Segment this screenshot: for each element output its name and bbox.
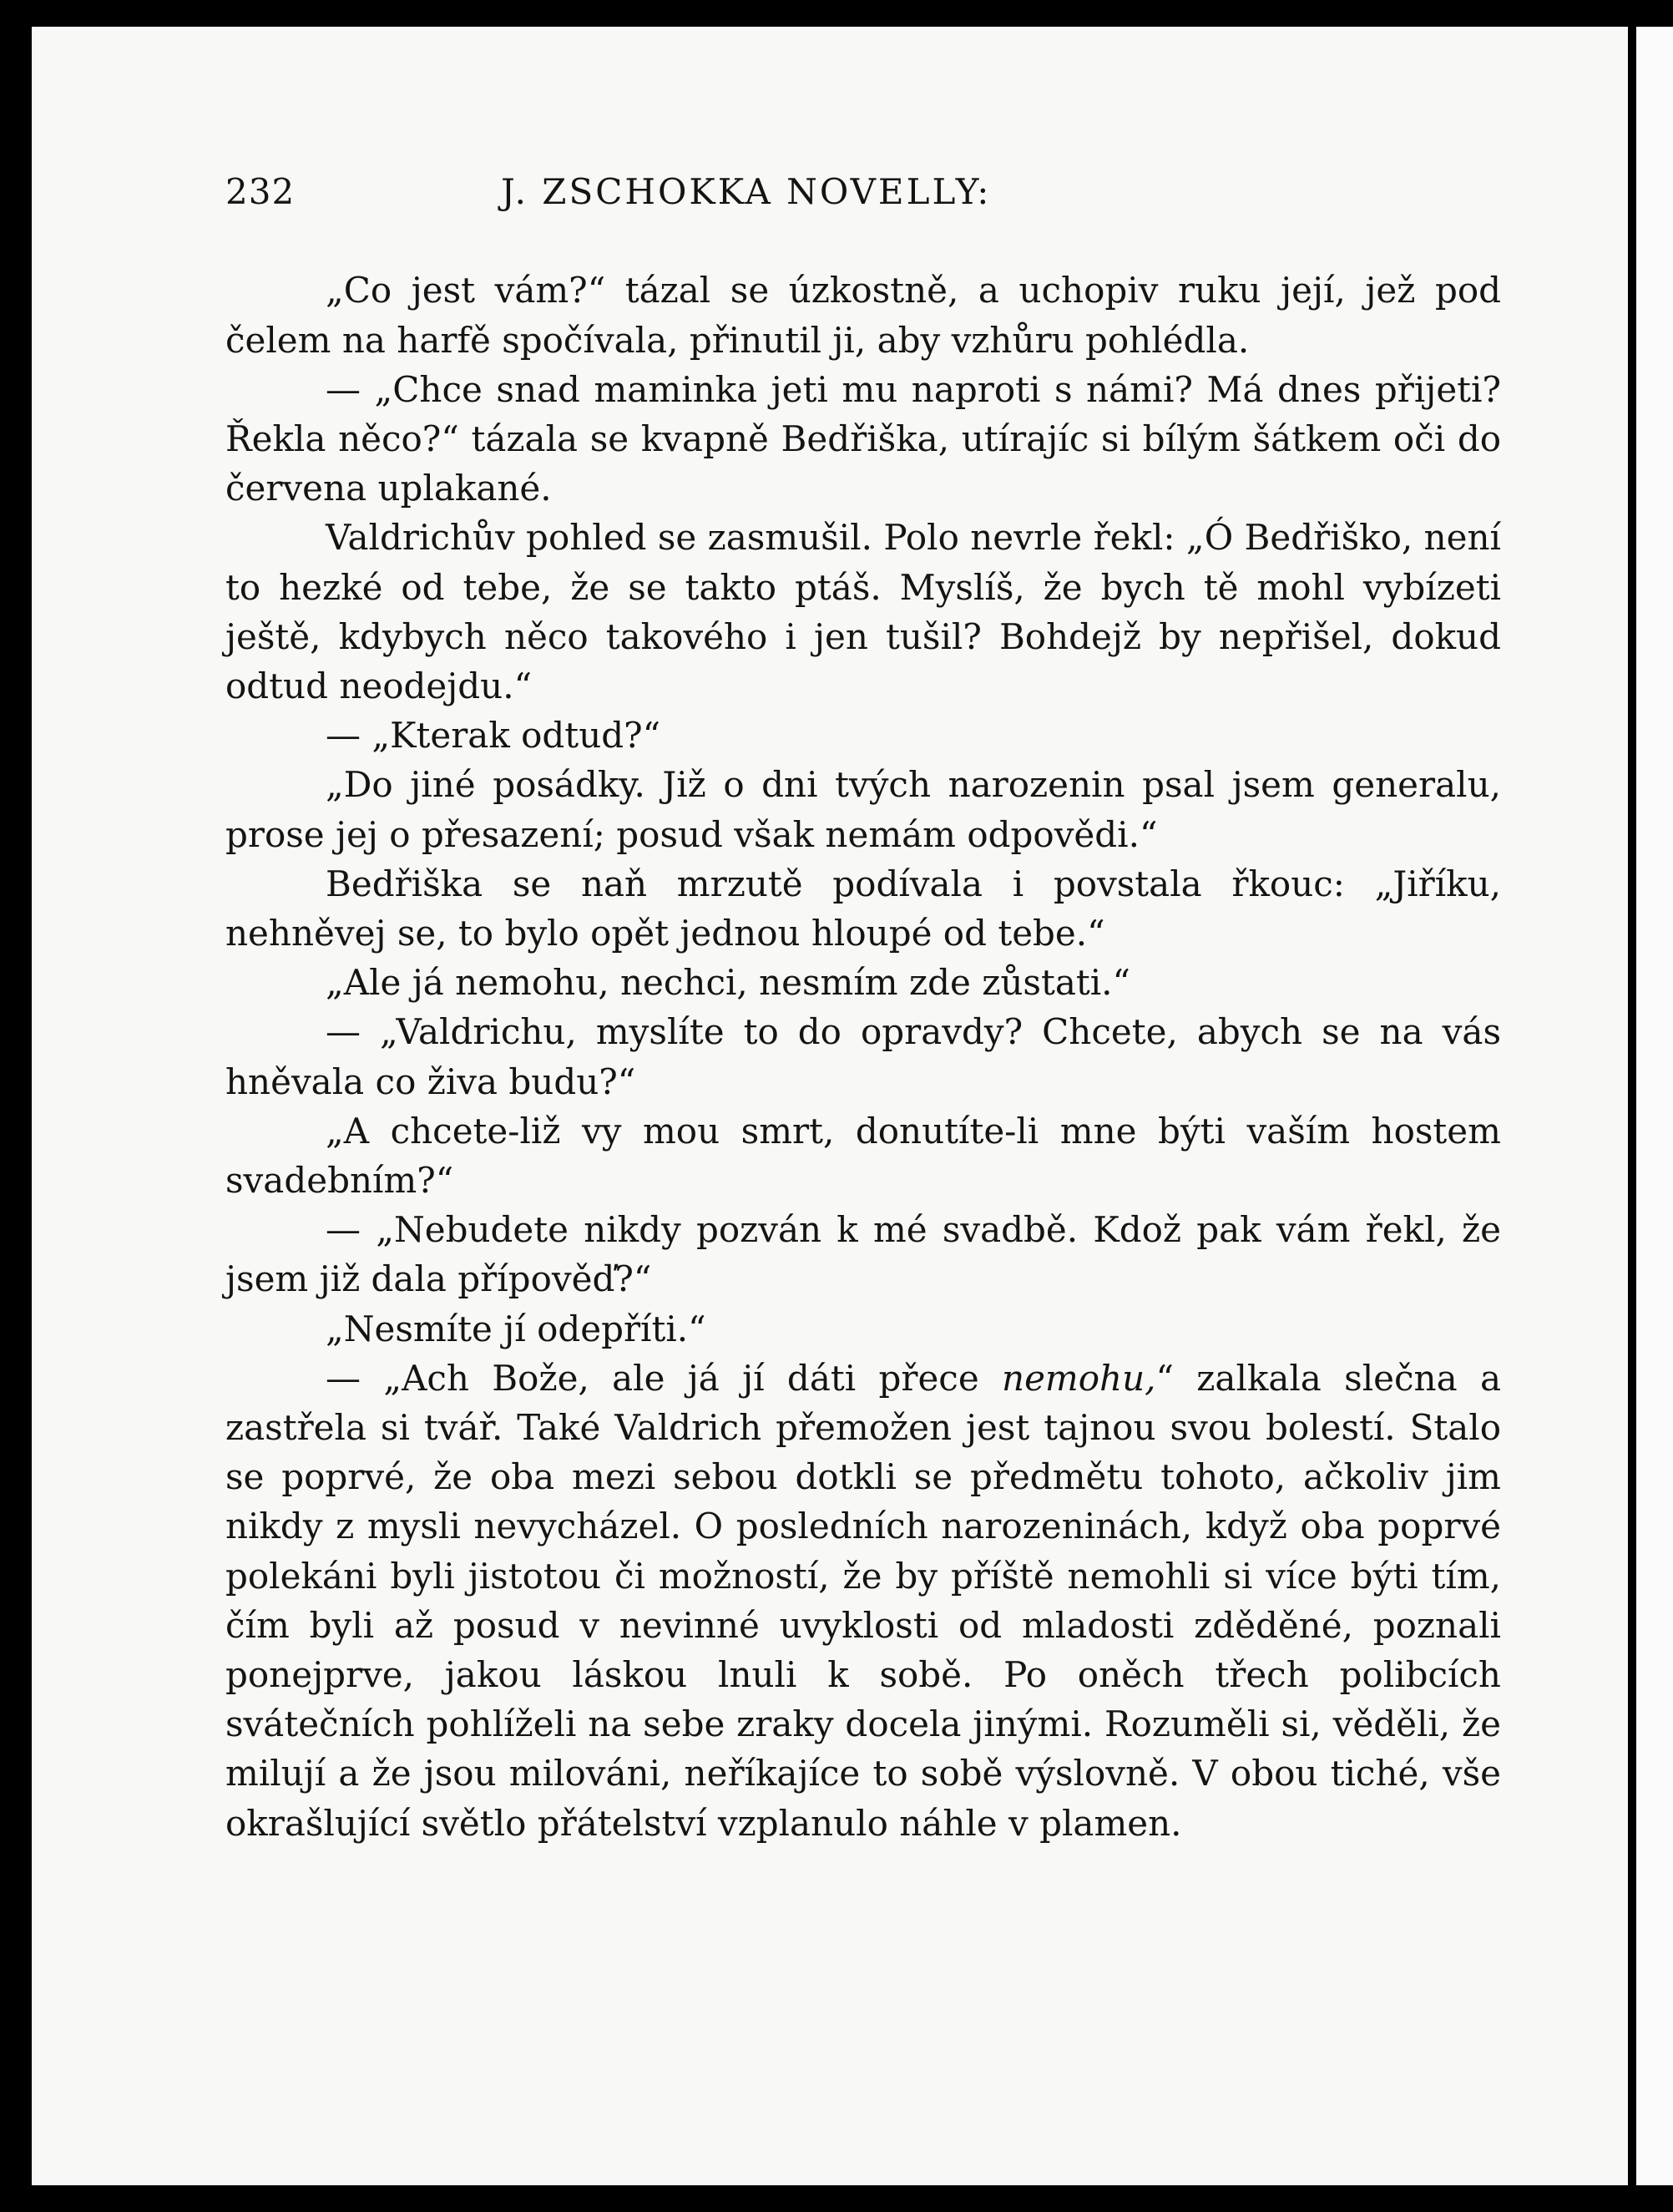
paragraph: Bedřiška se naň mrzutě podívala i povstala řkouc: „Jiříku, nehněvej se, to bylo opět jednou hloupé od tebe.“	[225, 863, 1501, 954]
text-span: “ zalkala slečna a zastřela si tvář. Také Valdrich přemožen jest tajnou svou bolestí. Stalo se poprvé, že oba mezi sebou dotkli se předmětu tohoto, ačkoliv jim nikdy z mysli nevycházel. O posledních narozeninách, když oba poprvé polekáni byli jistotou či možností, že by příště nemohli si více býti tím, čím byli až posud v nevinné uvyklosti od mladosti zděděné, poznali ponejprve, jakou láskou lnuli k sobě. Po oněch třech polibcích svátečních pohlíželi na sebe zraky docela jinými. Rozuměli si, věděli, že milují a že jsou milováni, neříkajíce to sobě výslovně. V obou tiché, vše okrašlující světlo přátelství vzplanulo náhle v plamen.	[225, 1357, 1501, 1844]
paragraph: — „Valdrichu, myslíte to do opravdy? Chcete, abych se na vás hněvala co živa budu?“	[225, 1011, 1501, 1102]
paragraph-last	[225, 1354, 1501, 1848]
paragraph: — „Nebudete nikdy pozván k mé svadbě. Kdož pak vám řekl, že jsem již dala přípověď?“	[225, 1209, 1501, 1300]
paragraph: „Do jiné posádky. Již o dni tvých narozenin psal jsem generalu, prose jej o přesazení; posud však nemám odpovědi.“	[225, 764, 1501, 855]
paragraph: Valdrichův pohled se zasmušil. Polo nevrle řekl: „Ó Bedřiško, není to hezké od tebe, že se takto ptáš. Myslíš, že bych tě mohl vybízeti ještě, kdybych něco takového i jen tušil? Bohdejž by nepřišel, dokud odtud neodejdu.“	[225, 517, 1501, 706]
emphasis-text: nemohu,	[1002, 1357, 1156, 1399]
paragraph: — „Chce snad maminka jeti mu naproti s námi? Má dnes přijeti? Řekla něco?“ tázala se kvapně Bedřiška, utírajíc si bílým šátkem oči do červena uplakané.	[225, 368, 1501, 509]
page-text	[225, 167, 1501, 1848]
paragraph: „A chcete-liž vy mou smrt, donutíte-li mne býti vaším hostem svadebním?“	[225, 1110, 1501, 1202]
text-span: — „Ach Bože, ale já jí dáti přece	[326, 1357, 1003, 1399]
adjacent-page-edge	[1636, 27, 1673, 2185]
paragraph: „Nesmíte jí odepříti.“	[326, 1308, 706, 1349]
paragraph: „Co jest vám?“ tázal se úzkostně, a uchopiv ruku její, jež pod čelem na harfě spočívala, přinutil ji, aby vzhůru pohlédla.	[225, 270, 1501, 361]
page-number: 232	[225, 171, 296, 212]
paragraph: — „Kterak odtud?“	[326, 715, 661, 757]
paragraph: „Ale já nemohu, nechci, nesmím zde zůstati.“	[326, 962, 1130, 1004]
running-title: J. ZSCHOKKA NOVELLY:	[501, 171, 992, 212]
running-head	[225, 167, 1501, 216]
